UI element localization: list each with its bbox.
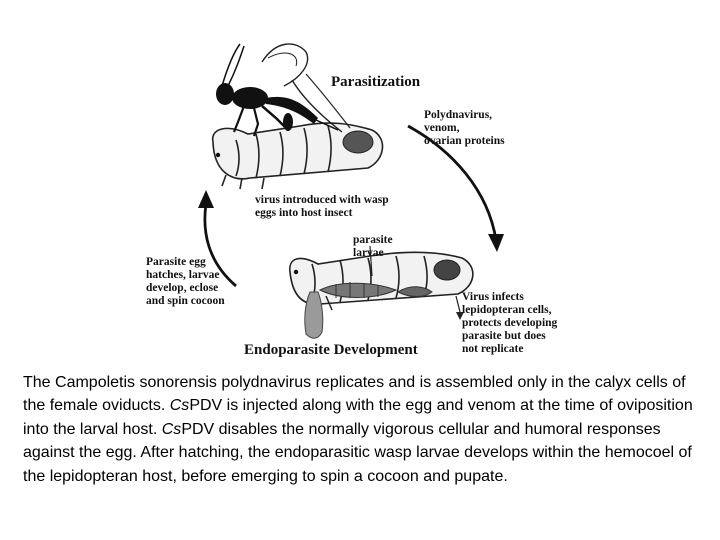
emerging-larva <box>305 292 323 338</box>
injection-site <box>343 131 373 153</box>
caption-text: The Campoletis sonorensis polydnavirus replicates and is assembled only in the calyx cells of the female oviducts. <box>23 374 686 415</box>
label-virus-introduced: virus introduced with wasp eggs into host insect <box>255 194 389 219</box>
caption-text: PDV disables the normally vigorous cellular and humoral responses against the egg. After hatching, the endoparasitic wasp larvae develops within the hemocoel of the lepidopteran host, before emerging to spin a cocoon and pupate. <box>23 420 692 485</box>
caterpillar-eye <box>294 270 298 274</box>
label-pdv: Polydnavirus, venom, ovarian proteins <box>424 109 505 147</box>
label-parasite-egg: Parasite egg hatches, larvae develop, eclose and spin cocoon <box>146 256 225 307</box>
virus-infection-site <box>434 260 460 280</box>
wasp-icon <box>216 44 350 136</box>
arrow-right-head <box>488 234 504 252</box>
caterpillar-eye <box>216 153 220 157</box>
caption-abbreviation: Cs <box>169 397 190 415</box>
label-parasitization: Parasitization <box>331 74 421 90</box>
arrow-left-head <box>198 190 214 208</box>
caption-text: PDV is injected along with the egg and venom at the time of oviposition into the larval host. <box>23 397 693 438</box>
figure-caption <box>23 371 703 488</box>
virus-pointer <box>456 296 460 312</box>
label-virus-infects: Virus infects lepidopteran cells, protects developing parasite but does not replicate <box>462 291 558 355</box>
label-parasite-larvae: parasite larvae <box>353 234 393 259</box>
caption-abbreviation: Cs <box>161 420 182 438</box>
label-endoparasite-development: Endoparasite Development <box>244 342 418 358</box>
